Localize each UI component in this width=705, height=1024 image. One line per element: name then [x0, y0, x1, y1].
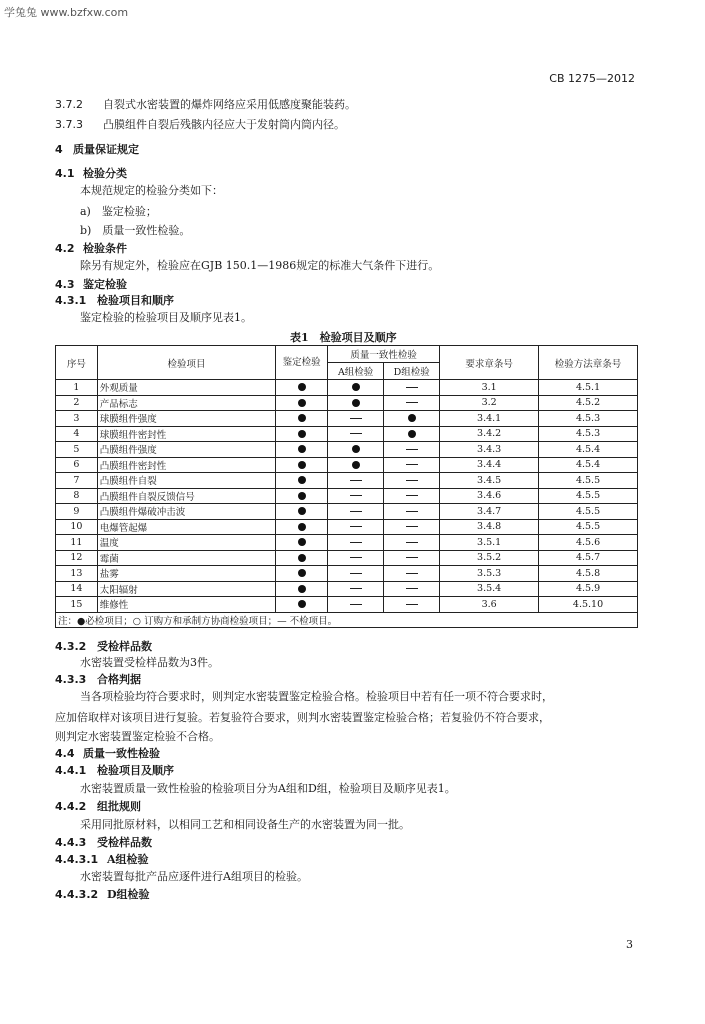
- cell-identification: [276, 426, 328, 442]
- table-row: [56, 395, 638, 411]
- cell-identification: [276, 535, 328, 551]
- cell-method: 4.5.4: [539, 457, 638, 473]
- cell-identification: [276, 550, 328, 566]
- heading-4-4-3-2: 4.4.3.2 D组检验: [55, 888, 150, 901]
- cell-requirement: 3.2: [440, 395, 539, 411]
- cell-seq: 12: [56, 550, 98, 566]
- table-row: [56, 380, 638, 396]
- not-tested-mark: [350, 433, 362, 434]
- header-seq: 序号: [56, 346, 98, 380]
- cell-method: 4.5.7: [539, 550, 638, 566]
- cell-method: 4.5.6: [539, 535, 638, 551]
- not-tested-mark: [406, 402, 418, 403]
- cell-group-d: [384, 488, 440, 504]
- cell-group-d: [384, 504, 440, 520]
- cell-group-d: [384, 395, 440, 411]
- cell-group-a: [328, 535, 384, 551]
- cell-group-a: [328, 488, 384, 504]
- cell-identification: [276, 581, 328, 597]
- cell-method: 4.5.8: [539, 566, 638, 582]
- not-tested-mark: [350, 495, 362, 496]
- cell-seq: 8: [56, 488, 98, 504]
- cell-seq: 11: [56, 535, 98, 551]
- table-note: 注：●必检项目；○ 订购方和承制方协商检验项目；— 不检项目。: [56, 612, 638, 628]
- not-tested-mark: [406, 557, 418, 558]
- cell-identification: [276, 519, 328, 535]
- cell-group-d: [384, 442, 440, 458]
- cell-seq: 14: [56, 581, 98, 597]
- cell-requirement: 3.4.8: [440, 519, 539, 535]
- page-number: 3: [626, 938, 633, 951]
- list-item-b: b) 质量一致性检验。: [80, 224, 191, 237]
- cell-method: 4.5.5: [539, 519, 638, 535]
- cell-method: 4.5.3: [539, 411, 638, 427]
- cell-seq: 6: [56, 457, 98, 473]
- cell-group-d: [384, 597, 440, 613]
- header-item: 检验项目: [97, 346, 275, 380]
- inspection-table: [55, 345, 638, 628]
- cell-item: 球膜组件强度: [97, 411, 275, 427]
- cell-identification: [276, 442, 328, 458]
- not-tested-mark: [406, 387, 418, 388]
- cell-item: 球膜组件密封性: [97, 426, 275, 442]
- cell-item: 太阳辐射: [97, 581, 275, 597]
- cell-item: 维修性: [97, 597, 275, 613]
- required-mark: [352, 399, 360, 407]
- not-tested-mark: [406, 495, 418, 496]
- table-row: [56, 473, 638, 489]
- cell-method: 4.5.5: [539, 504, 638, 520]
- not-tested-mark: [350, 526, 362, 527]
- cell-group-d: [384, 380, 440, 396]
- paragraph: 当各项检验均符合要求时，则判定水密装置鉴定检验合格。检验项目中若有任一项不符合要求时，: [80, 690, 553, 703]
- cell-requirement: 3.5.1: [440, 535, 539, 551]
- cell-seq: 7: [56, 473, 98, 489]
- required-mark: [298, 445, 306, 453]
- not-tested-mark: [350, 418, 362, 419]
- heading-4-3-3: 4.3.3 合格判据: [55, 673, 141, 686]
- heading-4-3-1: 4.3.1 检验项目和顺序: [55, 294, 174, 307]
- cell-identification: [276, 566, 328, 582]
- cell-item: 凸膜组件自裂: [97, 473, 275, 489]
- paragraph: 除另有规定外，检验应在GJB 150.1—1986规定的标准大气条件下进行。: [80, 259, 440, 272]
- cell-group-a: [328, 504, 384, 520]
- cell-group-a: [328, 597, 384, 613]
- header-method: 检验方法章条号: [539, 346, 638, 380]
- heading-4-2: 4.2 检验条件: [55, 242, 127, 255]
- table-row: [56, 581, 638, 597]
- cell-group-d: [384, 426, 440, 442]
- cell-item: 盐雾: [97, 566, 275, 582]
- table-row: [56, 411, 638, 427]
- cell-identification: [276, 504, 328, 520]
- cell-method: 4.5.2: [539, 395, 638, 411]
- cell-seq: 9: [56, 504, 98, 520]
- cell-group-a: [328, 395, 384, 411]
- cell-identification: [276, 488, 328, 504]
- watermark: 学兔兔 www.bzfxw.com: [4, 6, 129, 19]
- not-tested-mark: [406, 464, 418, 465]
- not-tested-mark: [350, 557, 362, 558]
- paragraph: 水密装置受检样品数为3件。: [80, 656, 219, 669]
- not-tested-mark: [350, 480, 362, 481]
- required-mark: [298, 538, 306, 546]
- cell-identification: [276, 473, 328, 489]
- cell-group-d: [384, 581, 440, 597]
- not-tested-mark: [406, 542, 418, 543]
- heading-4-3: 4.3 鉴定检验: [55, 278, 127, 291]
- cell-item: 凸膜组件爆破冲击波: [97, 504, 275, 520]
- cell-identification: [276, 597, 328, 613]
- heading-4-1: 4.1 检验分类: [55, 167, 127, 180]
- table-row: [56, 566, 638, 582]
- table-row: [56, 519, 638, 535]
- required-mark: [298, 569, 306, 577]
- cell-group-a: [328, 519, 384, 535]
- cell-seq: 15: [56, 597, 98, 613]
- cell-item: 外观质量: [97, 380, 275, 396]
- cell-requirement: 3.1: [440, 380, 539, 396]
- required-mark: [298, 492, 306, 500]
- cell-identification: [276, 395, 328, 411]
- cell-group-d: [384, 535, 440, 551]
- cell-method: 4.5.3: [539, 426, 638, 442]
- standard-number: CB 1275—2012: [549, 72, 635, 85]
- table-row: [56, 457, 638, 473]
- table-caption: 表1 检验项目及顺序: [290, 331, 397, 344]
- cell-requirement: 3.4.2: [440, 426, 539, 442]
- cell-group-a: [328, 457, 384, 473]
- cell-group-d: [384, 473, 440, 489]
- required-mark: [352, 445, 360, 453]
- cell-method: 4.5.5: [539, 488, 638, 504]
- cell-seq: 1: [56, 380, 98, 396]
- required-mark: [408, 430, 416, 438]
- cell-seq: 5: [56, 442, 98, 458]
- required-mark: [408, 414, 416, 422]
- not-tested-mark: [406, 604, 418, 605]
- required-mark: [298, 383, 306, 391]
- cell-seq: 13: [56, 566, 98, 582]
- cell-requirement: 3.4.4: [440, 457, 539, 473]
- not-tested-mark: [406, 449, 418, 450]
- cell-seq: 2: [56, 395, 98, 411]
- list-item-a: a) 鉴定检验；: [80, 205, 157, 218]
- cell-item: 产品标志: [97, 395, 275, 411]
- cell-requirement: 3.4.6: [440, 488, 539, 504]
- cell-requirement: 3.6: [440, 597, 539, 613]
- cell-group-a: [328, 473, 384, 489]
- table-row: [56, 442, 638, 458]
- cell-item: 霉菌: [97, 550, 275, 566]
- heading-4: 4 质量保证规定: [55, 143, 139, 156]
- cell-group-a: [328, 581, 384, 597]
- header-quality-group: 质量一致性检验: [328, 346, 440, 363]
- table-row: [56, 535, 638, 551]
- required-mark: [352, 383, 360, 391]
- cell-item: 凸膜组件密封性: [97, 457, 275, 473]
- heading-4-4-3-1: 4.4.3.1 A组检验: [55, 853, 149, 866]
- cell-requirement: 3.4.3: [440, 442, 539, 458]
- cell-group-a: [328, 566, 384, 582]
- header-identification: 鉴定检验: [276, 346, 328, 380]
- cell-method: 4.5.5: [539, 473, 638, 489]
- not-tested-mark: [406, 588, 418, 589]
- table-row: [56, 597, 638, 613]
- cell-identification: [276, 457, 328, 473]
- not-tested-mark: [350, 604, 362, 605]
- paragraph: 则判定水密装置鉴定检验不合格。: [55, 730, 220, 743]
- cell-group-d: [384, 519, 440, 535]
- required-mark: [298, 461, 306, 469]
- header-requirement: 要求章条号: [440, 346, 539, 380]
- heading-4-4: 4.4 质量一致性检验: [55, 747, 160, 760]
- cell-item: 温度: [97, 535, 275, 551]
- not-tested-mark: [406, 480, 418, 481]
- cell-method: 4.5.4: [539, 442, 638, 458]
- not-tested-mark: [406, 526, 418, 527]
- paragraph: 应加倍取样对该项目进行复验。若复验符合要求，则判水密装置鉴定检验合格；若复验仍不符合要求，: [55, 711, 550, 724]
- paragraph: 水密装置每批产品应逐件进行A组项目的检验。: [80, 870, 308, 883]
- not-tested-mark: [350, 511, 362, 512]
- cell-group-d: [384, 457, 440, 473]
- cell-group-a: [328, 380, 384, 396]
- table-row: [56, 488, 638, 504]
- required-mark: [298, 399, 306, 407]
- cell-seq: 10: [56, 519, 98, 535]
- required-mark: [298, 523, 306, 531]
- cell-requirement: 3.5.4: [440, 581, 539, 597]
- not-tested-mark: [406, 511, 418, 512]
- not-tested-mark: [350, 542, 362, 543]
- required-mark: [298, 554, 306, 562]
- paragraph: 水密装置质量一致性检验的检验项目分为A组和D组，检验项目及顺序见表1。: [80, 782, 456, 795]
- table-row: [56, 550, 638, 566]
- paragraph: 本规范规定的检验分类如下：: [80, 184, 223, 197]
- cell-group-a: [328, 411, 384, 427]
- table-row: [56, 426, 638, 442]
- table-row: [56, 504, 638, 520]
- required-mark: [298, 476, 306, 484]
- heading-4-4-3: 4.4.3 受检样品数: [55, 836, 152, 849]
- cell-item: 电爆管起爆: [97, 519, 275, 535]
- cell-seq: 4: [56, 426, 98, 442]
- cell-requirement: 3.4.5: [440, 473, 539, 489]
- cell-group-a: [328, 550, 384, 566]
- cell-item: 凸膜组件自裂反馈信号: [97, 488, 275, 504]
- heading-4-3-2: 4.3.2 受检样品数: [55, 640, 152, 653]
- header-group-d: D组检验: [384, 363, 440, 380]
- cell-group-d: [384, 566, 440, 582]
- required-mark: [352, 461, 360, 469]
- not-tested-mark: [406, 573, 418, 574]
- header-group-a: A组检验: [328, 363, 384, 380]
- required-mark: [298, 600, 306, 608]
- not-tested-mark: [350, 573, 362, 574]
- cell-requirement: 3.5.3: [440, 566, 539, 582]
- required-mark: [298, 585, 306, 593]
- cell-requirement: 3.4.1: [440, 411, 539, 427]
- clause-3-7-2: 3.7.2 自裂式水密装置的爆炸网络应采用低感度聚能装药。: [55, 98, 356, 111]
- cell-identification: [276, 380, 328, 396]
- paragraph: 鉴定检验的检验项目及顺序见表1。: [80, 311, 252, 324]
- required-mark: [298, 507, 306, 515]
- cell-group-a: [328, 426, 384, 442]
- cell-method: 4.5.9: [539, 581, 638, 597]
- cell-method: 4.5.10: [539, 597, 638, 613]
- cell-seq: 3: [56, 411, 98, 427]
- not-tested-mark: [350, 588, 362, 589]
- heading-4-4-1: 4.4.1 检验项目及顺序: [55, 764, 174, 777]
- required-mark: [298, 414, 306, 422]
- cell-identification: [276, 411, 328, 427]
- cell-group-d: [384, 550, 440, 566]
- heading-4-4-2: 4.4.2 组批规则: [55, 800, 141, 813]
- cell-group-a: [328, 442, 384, 458]
- clause-3-7-3: 3.7.3 凸膜组件自裂后残骸内径应大于发射筒内筒内径。: [55, 118, 345, 131]
- cell-item: 凸膜组件强度: [97, 442, 275, 458]
- cell-requirement: 3.4.7: [440, 504, 539, 520]
- paragraph: 采用同批原材料，以相同工艺和相同设备生产的水密装置为同一批。: [80, 818, 410, 831]
- cell-method: 4.5.1: [539, 380, 638, 396]
- required-mark: [298, 430, 306, 438]
- cell-group-d: [384, 411, 440, 427]
- cell-requirement: 3.5.2: [440, 550, 539, 566]
